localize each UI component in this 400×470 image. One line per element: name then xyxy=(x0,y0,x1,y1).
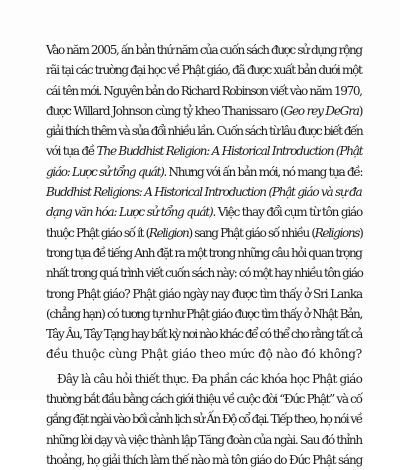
text-run: . Nhưng với ấn bản mới, nó mang tựa đề: xyxy=(163,164,363,179)
text-run: thoảng, họ giải thích làm thế nào mà tôn giáo do Đức Phật sáng xyxy=(46,452,363,467)
text-line xyxy=(46,141,362,161)
text-line xyxy=(46,369,362,389)
body-text xyxy=(46,40,362,470)
text-line xyxy=(46,450,362,470)
text-run: (chẳng hạn) có tương tự như Phật giáo được tìm thấy ở Nhật Bản, xyxy=(46,306,362,321)
text-run: gắng đặt ngài vào bối cảnh lịch sử Ấn Độ cổ đại. Tiếp theo, họ nói về xyxy=(46,412,362,427)
text-line xyxy=(46,389,362,409)
italic-text: Religion xyxy=(148,225,189,240)
text-line xyxy=(46,223,362,243)
text-run: Đây là câu hỏi thiết thực. Đa phần các khóa học Phật giáo xyxy=(57,371,362,386)
text-line xyxy=(46,101,362,121)
text-line xyxy=(46,81,362,101)
text-run: Vào năm 2005, ấn bản thứ năm của cuốn sách được sử dụng rộng xyxy=(46,43,362,57)
text-run: Tây Âu, Tây Tạng hay bất kỳ nơi nào khác để có thể cho rằng tất cả xyxy=(46,327,362,342)
italic-text: dạng văn hóa: Lược sử tổng quát) xyxy=(46,205,213,220)
text-run: ) sang Phật giáo số nhiều ( xyxy=(188,225,315,240)
text-run: cái tên mới. Nguyên bản do Richard Robinson viết vào năm 1970, xyxy=(46,83,362,98)
text-run: nhất trong quá trình viết cuốn sách này: có một hay nhiều tôn giáo xyxy=(46,266,363,281)
text-line xyxy=(46,263,362,283)
text-run: ) xyxy=(358,103,363,118)
text-line xyxy=(46,409,362,429)
text-run: . Việc thay đổi cụm từ tôn giáo xyxy=(212,205,363,220)
italic-text: Religions xyxy=(314,225,360,240)
text-line xyxy=(46,430,362,450)
text-run: trong tựa đề tiếng Anh đặt ra một trong những câu hỏi quan trọng xyxy=(46,245,362,260)
text-line xyxy=(46,304,362,324)
paragraph xyxy=(46,40,362,365)
text-line xyxy=(46,324,362,344)
text-run: rãi tại các trường đại học về Phật giáo, đã được xuất bản dưới một xyxy=(46,63,362,78)
text-run: trong Phật giáo? Phật giáo ngày nay được tìm thấy ở Sri Lanka xyxy=(46,286,363,301)
text-line xyxy=(46,40,362,60)
italic-text: Geo rey DeGra xyxy=(283,103,359,118)
text-line xyxy=(46,284,362,304)
text-run: ) xyxy=(359,225,363,240)
text-line xyxy=(46,162,362,182)
text-run: đều thuộc cùng Phật giáo theo mức độ nào đó không? xyxy=(46,347,362,362)
text-line xyxy=(46,344,362,364)
italic-text: giáo: Lược sử tổng quát) xyxy=(46,164,164,179)
text-run: những lời dạy và việc thành lập Tăng đoàn của ngài. Sau đó thỉnh xyxy=(46,432,362,447)
text-run: với tựa đề xyxy=(46,144,97,159)
text-run: giải thích thêm và sửa đổi nhiều lần. Cuốn sách từ lâu được biết đến xyxy=(46,124,363,139)
text-line xyxy=(46,202,362,222)
italic-text: Buddhist Religions: A Historical Introduction (Phật giáo và sự đa xyxy=(46,185,362,200)
text-line xyxy=(46,243,362,263)
text-run: được Willard Johnson cùng tỷ kheo Thanissaro ( xyxy=(46,103,284,118)
text-line xyxy=(46,60,362,80)
text-line xyxy=(46,121,362,141)
italic-text: The Buddhist Religion: A Historical Introduction (Phật xyxy=(96,144,363,159)
paragraph xyxy=(46,369,362,470)
text-line xyxy=(46,182,362,202)
text-run: thuộc Phật giáo số ít ( xyxy=(46,225,149,240)
text-run: thường bắt đầu bằng cách giới thiệu về cuộc đời “Đức Phật” và cố xyxy=(46,392,362,407)
